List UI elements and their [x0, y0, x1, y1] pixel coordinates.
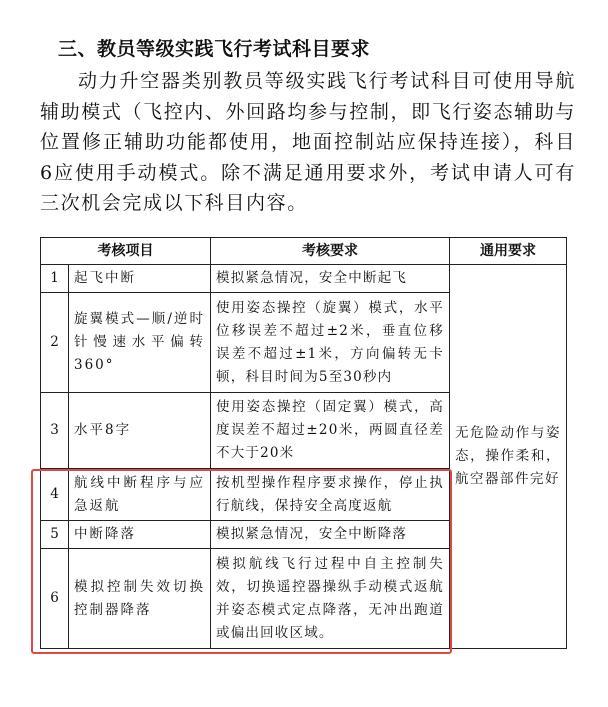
- intro-paragraph: 动力升空器类别教员等级实践飞行考试科目可使用导航辅助模式（飞控内、外回路均参与控制，即飞行姿态辅助与位置修正辅助功能都使用，地面控制站应保持连接），科目6应使用手动模式。除不满足通用要求外，考试申请人可有三次机会完成以下科目内容。: [40, 70, 576, 214]
- row-requirement: 模拟航线飞行过程中自主控制失效，切换遥控器操纵手动模式返航并姿态模式定点降落，无冲出跑道或偏出回收区域。: [211, 549, 450, 649]
- row-number: 6: [41, 549, 69, 649]
- row-requirement: 使用姿态操控（旋翼）模式，水平位移误差不超过±2米，垂直位移误差不超过±1米，方向偏转无卡顿，科目时间为5至30秒内: [211, 293, 450, 393]
- row-number: 2: [41, 293, 69, 393]
- row-requirement: 使用姿态操控（固定翼）模式，高度误差不超过±20米，两圆直径差不大于20米: [211, 393, 450, 469]
- row-requirement: 模拟紧急情况，安全中断起飞: [211, 265, 450, 293]
- row-item: 起飞中断: [69, 265, 211, 293]
- row-item: 中断降落: [69, 521, 211, 549]
- row-item: 旋翼模式—顺/逆时针慢速水平偏转360°: [69, 293, 211, 393]
- row-number: 1: [41, 265, 69, 293]
- row-item: 水平8字: [69, 393, 211, 469]
- header-common: 通用要求: [450, 238, 567, 265]
- common-requirement-cell: 无危险动作与姿态，操作柔和，航空器部件完好: [450, 265, 567, 649]
- row-number: 5: [41, 521, 69, 549]
- header-requirement: 考核要求: [211, 238, 450, 265]
- row-requirement: 模拟紧急情况，安全中断降落: [211, 521, 450, 549]
- row-item: 航线中断程序与应急返航: [69, 469, 211, 521]
- row-number: 3: [41, 393, 69, 469]
- exam-subjects-table: [40, 237, 567, 649]
- row-requirement: 按机型操作程序要求操作，停止执行航线，保持安全高度返航: [211, 469, 450, 521]
- row-number: 4: [41, 469, 69, 521]
- table-header-row: [41, 238, 567, 265]
- header-item: 考核项目: [41, 238, 211, 265]
- table-row: [41, 265, 567, 293]
- section-heading: 三、教员等级实践飞行考试科目要求: [58, 38, 371, 60]
- row-item: 模拟控制失效切换控制器降落: [69, 549, 211, 649]
